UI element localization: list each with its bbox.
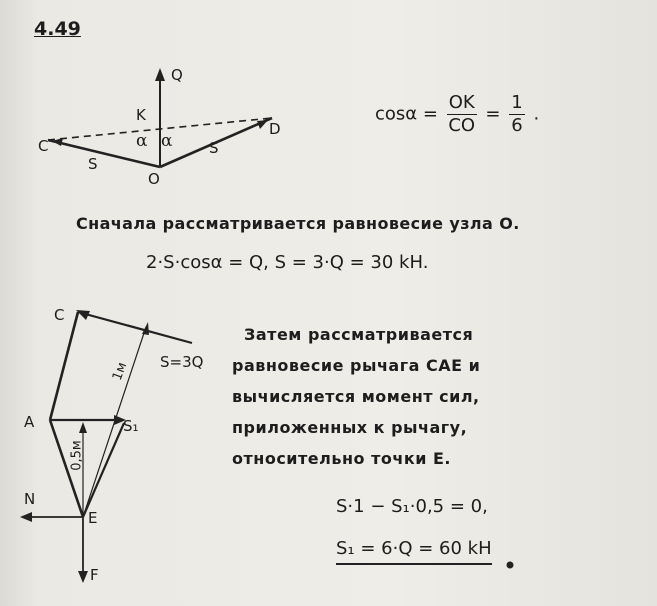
result-underline <box>334 560 524 574</box>
label-c: C <box>38 137 49 155</box>
formula-s: 2·S·cosα = Q, S = 3·Q = 30 kH. <box>146 252 429 273</box>
label-s-left: S <box>88 155 98 173</box>
label-alpha-left: α <box>136 131 148 151</box>
force-q-arrow <box>155 68 165 81</box>
lever-diagram <box>10 295 230 595</box>
equals-sign: = <box>485 103 501 125</box>
paragraph-line-5: относительно точки Е. <box>232 449 451 468</box>
formula-period: . <box>533 103 540 125</box>
rope-s <box>78 312 192 343</box>
arrow-f <box>78 571 88 583</box>
label-n: N <box>24 490 36 508</box>
label-c2: C <box>54 306 65 324</box>
arrow-1m <box>142 322 149 335</box>
label-s1: S₁ <box>123 417 139 435</box>
label-e: E <box>88 509 98 527</box>
fraction-one-sixth <box>509 92 524 137</box>
arrow-half-m <box>79 422 87 433</box>
numerator-one: 1 <box>511 92 523 113</box>
link-e-s1 <box>83 423 124 517</box>
end-mark <box>507 562 514 569</box>
paragraph-line-4: приложенных к рычагу, <box>232 418 468 437</box>
numerator-ok: OK <box>448 92 475 113</box>
equation-result: S₁ = 6·Q = 60 kH <box>336 538 492 559</box>
label-q: Q <box>171 66 183 84</box>
denominator-co: CO <box>448 115 476 136</box>
paragraph-line-3: вычисляется момент сил, <box>232 387 480 406</box>
sentence-node-equilibrium: Сначала рассматривается равновесие узла О. <box>76 214 520 233</box>
denominator-six: 6 <box>511 115 523 136</box>
node-equilibrium-diagram <box>30 55 300 190</box>
problem-number: 4.49 <box>34 18 81 40</box>
label-s-equals-3q: S=3Q <box>160 353 204 371</box>
paragraph-line-1: Затем рассматривается <box>244 325 474 344</box>
cos-lhs: cosα = <box>375 103 438 125</box>
equation-moment: S·1 − S₁·0,5 = 0, <box>336 496 488 517</box>
label-o: O <box>148 170 160 188</box>
label-k: K <box>136 106 146 124</box>
label-f: F <box>90 566 99 584</box>
label-s-right: S <box>209 139 219 157</box>
lever-ac <box>50 312 78 420</box>
label-a: A <box>24 413 35 431</box>
fraction-ok-co <box>447 92 477 137</box>
arrow-s-right <box>257 120 268 129</box>
cos-formula <box>375 92 539 137</box>
label-d: D <box>269 120 281 138</box>
paragraph-line-2: равновесие рычага CAE и <box>232 356 481 375</box>
label-half-meter: 0,5м <box>69 440 85 471</box>
label-one-meter: 1м <box>109 360 131 383</box>
arrow-n <box>20 512 32 522</box>
label-alpha-right: α <box>161 131 173 151</box>
